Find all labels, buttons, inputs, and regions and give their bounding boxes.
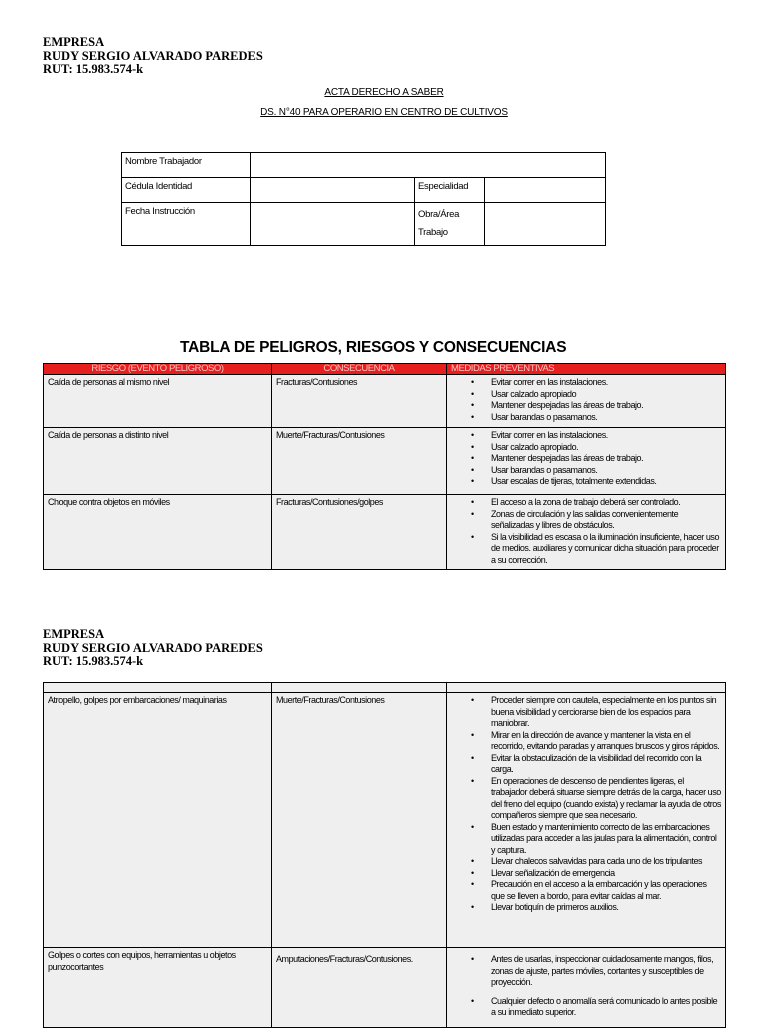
riesgo-cell: Atropello, golpes por embarcaciones/ maquinarias — [44, 693, 272, 948]
medida-item: • Usar barandas o pasamanos. — [491, 465, 721, 477]
risk-table-title: TABLA DE PELIGROS, RIESGOS Y CONSECUENCIAS — [180, 339, 567, 356]
medidas-cell — [447, 948, 726, 1028]
medida-item: • Llevar chalecos salvavidas para cada uno de los tripulantes — [491, 856, 721, 868]
medidas-cell — [447, 495, 726, 570]
medida-item: • Llevar señalización de emergencia — [491, 868, 721, 880]
acta-subtitle: DS. N°40 PARA OPERARIO EN CENTRO DE CULTIVOS — [260, 107, 508, 118]
medida-item: • Usar escalas de tijeras, totalmente extendidas. — [491, 476, 721, 488]
risk-table-page1 — [43, 363, 726, 570]
label-obra-line1: Obra/Área — [418, 209, 460, 220]
fecha-field[interactable] — [251, 203, 415, 246]
label-obra-line2: Trabajo — [418, 227, 448, 238]
table-row — [44, 428, 726, 495]
consecuencia-cell: Fracturas/Contusiones/golpes — [272, 495, 447, 570]
company-name: RUDY SERGIO ALVARADO PAREDES — [43, 640, 263, 655]
col-consecuencia-header: CONSECUENCIA — [272, 364, 447, 375]
company-name: RUDY SERGIO ALVARADO PAREDES — [43, 48, 263, 63]
label-obra — [415, 203, 485, 246]
cedula-field[interactable] — [251, 178, 415, 203]
consecuencia-cell: Muerte/Fracturas/Contusiones — [272, 428, 447, 495]
worker-info-table — [121, 152, 606, 246]
consecuencia-cell: Fracturas/Contusiones — [272, 375, 447, 428]
medidas-cell — [447, 375, 726, 428]
table-row — [44, 495, 726, 570]
continued-header-cell — [44, 683, 272, 693]
medida-item: • Evitar correr en las instalaciones. — [491, 377, 721, 389]
nombre-field[interactable] — [251, 153, 606, 178]
acta-title: ACTA DERECHO A SABER — [324, 87, 444, 98]
medida-item: • Proceder siempre con cautela, especialmente en los puntos sin buena visibilidad y cerciorarse bien de los espacios para maniobrar. — [491, 695, 721, 730]
table-row — [44, 693, 726, 948]
label-fecha: Fecha Instrucción — [122, 203, 251, 246]
label-cedula: Cédula Identidad — [122, 178, 251, 203]
label-especialidad: Especialidad — [415, 178, 485, 203]
medida-item: • El acceso a la zona de trabajo deberá ser controlado. — [491, 497, 721, 509]
consecuencia-cell: Muerte/Fracturas/Contusiones — [272, 693, 447, 948]
riesgo-cell: Choque contra objetos en móviles — [44, 495, 272, 570]
obra-field[interactable] — [485, 203, 606, 246]
medida-item: • Zonas de circulación y las salidas convenientemente señalizadas y libres de obstáculos. — [491, 509, 721, 532]
label-nombre: Nombre Trabajador — [122, 153, 251, 178]
medida-item: • Antes de usarlas, inspeccionar cuidadosamente mangos, filos, zonas de ajuste, partes móviles, cortantes y susceptibles de proyección. — [491, 954, 721, 989]
medida-item: • Llevar botiquín de primeros auxilios. — [491, 902, 721, 914]
riesgo-cell: Golpes o cortes con equipos, herramientas u objetos punzocortantes — [44, 948, 272, 1028]
medida-item: • Evitar correr en las instalaciones. — [491, 430, 721, 442]
medida-item: • Usar calzado apropiado — [491, 389, 721, 401]
consecuencia-cell: Amputaciones/Fracturas/Contusiones. — [272, 948, 447, 1028]
medida-item: • Evitar la obstaculización de la visibilidad del recorrido con la carga. — [491, 753, 721, 776]
medida-item: • En operaciones de descenso de pendientes ligeras, el trabajador deberá situarse siempre detrás de la carga, hacer uso del freno del equipo (cuando exista) y reclamar la ayuda de otros compañeros siempre que sea necesario. — [491, 776, 721, 822]
especialidad-field[interactable] — [485, 178, 606, 203]
col-riesgo-header: RIESGO (EVENTO PELIGROSO) — [44, 364, 272, 375]
company-rut: RUT: 15.983.574-k — [43, 62, 144, 76]
medidas-cell — [447, 428, 726, 495]
medida-item: • Mantener despejadas las áreas de trabajo. — [491, 400, 721, 412]
company-header — [43, 36, 263, 77]
company-label: EMPRESA — [43, 35, 105, 49]
company-label: EMPRESA — [43, 627, 105, 641]
company-rut: RUT: 15.983.574-k — [43, 654, 144, 668]
medida-item: • Cualquier defecto o anomalía será comunicado lo antes posible a su inmediato superior. — [491, 996, 721, 1019]
riesgo-cell: Caída de personas al mismo nivel — [44, 375, 272, 428]
riesgo-cell: Caída de personas a distinto nivel — [44, 428, 272, 495]
medida-item: • Usar barandas o pasamanos. — [491, 412, 721, 424]
risk-table-page2 — [43, 682, 726, 1028]
continued-header-cell — [447, 683, 726, 693]
continued-header-cell — [272, 683, 447, 693]
medida-item: • Precaución en el acceso a la embarcación y las operaciones que se lleven a bordo, para evitar caídas al mar. — [491, 879, 721, 902]
col-medidas-header: MEDIDAS PREVENTIVAS — [447, 364, 726, 375]
table-row — [44, 948, 726, 1028]
table-row — [44, 375, 726, 428]
medida-item: • Buen estado y mantenimiento correcto de las embarcaciones utilizadas para acceder a las jaulas para la alimentación, control y captura. — [491, 822, 721, 857]
medida-item: • Mirar en la dirección de avance y mantener la vista en el recorrido, evitando paradas y arranques bruscos y giros rápidos. — [491, 730, 721, 753]
medida-item: • Mantener despejadas las áreas de trabajo. — [491, 453, 721, 465]
company-header-page2 — [43, 628, 263, 669]
medida-item: • Si la visibilidad es escasa o la iluminación insuficiente, hacer uso de medios. auxiliares y comunicar dicha situación para proceder a su corrección. — [491, 532, 721, 567]
medida-item: • Usar calzado apropiado. — [491, 442, 721, 454]
medidas-cell — [447, 693, 726, 948]
